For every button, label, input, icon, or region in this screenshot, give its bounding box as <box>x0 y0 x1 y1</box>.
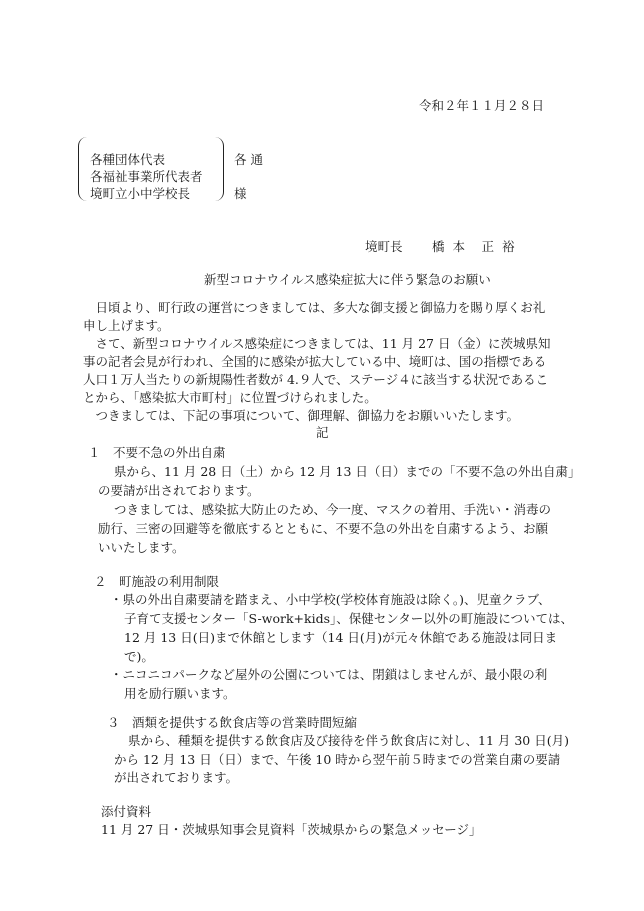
recipient-honorific: 様 <box>234 186 247 201</box>
body-line: 日頃より、町行政の運営につきましては、多大な御支援と御協力を賜り厚くお礼 <box>83 300 546 315</box>
body-line: さて、新型コロナウイルス感染症につきましては、11 月 27 日（金）に茨城県知 <box>83 336 551 351</box>
document-title: 新型コロナウイルス感染症拡大に伴う緊急のお願い <box>204 272 491 287</box>
attachment-item: 11 月 27 日・茨城県知事会見資料「茨城県からの緊急メッセージ」 <box>101 822 482 837</box>
recipient-line: 各種団体代表 <box>90 152 166 167</box>
section-line: 用を励行願います。 <box>124 686 236 701</box>
section-line: の要請が出されております。 <box>98 483 260 498</box>
body-line: とから、「感染拡大市町村」に位置づけられました。 <box>83 390 377 405</box>
section-line: が出されております。 <box>114 770 239 785</box>
section-heading: ３ 酒類を提供する飲食店等の営業時間短縮 <box>107 715 358 730</box>
ki-marker: 記 <box>316 425 329 440</box>
section-line: から 12 月 13 日（日）まで、午後 10 時から翌午前５時までの営業自粛の要請 <box>114 752 561 767</box>
body-line: 事の記者会見が行われ、全国的に感染が拡大している中、境町は、国の指標である <box>83 354 547 369</box>
section-line: ・県の外出自粛要請を踏まえ、小中学校(学校体育施設は除く。)、児童クラブ、 <box>110 592 551 607</box>
section-line: で)。 <box>124 649 154 664</box>
recipient-honorific: 各通 <box>234 152 268 167</box>
document-date: 令和２年１１月２８日 <box>419 98 545 113</box>
section-line: 県から、11 月 28 日（土）から 12 月 13 日（日）までの「不要不急の外出自粛」 <box>114 464 581 479</box>
section-line: 励行、三密の回避等を徹底するとともに、不要不急の外出を自粛するよう、お願 <box>98 521 549 536</box>
recipient-line: 境町立小中学校長 <box>90 186 191 201</box>
section-line: いいたします。 <box>98 540 185 555</box>
section-line: つきましては、感染拡大防止のため、今一度、マスクの着用、手洗い・消毒の <box>114 502 552 517</box>
section-line: 子育て支援センター「S-work+kids」、保健センター以外の町施設については、 <box>124 611 573 626</box>
section-heading: １ 不要不急の外出自粛 <box>88 445 226 460</box>
body-line: 人口１万人当たりの新規陽性者数が 4.９人で、ステージ４に該当する状況であるこ <box>83 372 549 387</box>
recipient-line: 各福祉事業所代表者 <box>90 169 203 184</box>
section-line: 県から、種類を提供する飲食店及び接待を伴う飲食店に対し、11 月 30 日(月) <box>128 733 569 748</box>
body-line: 申し上げます。 <box>83 318 170 333</box>
attachment-label: 添付資料 <box>101 804 152 819</box>
sender-name: 橋 本 正 裕 <box>432 239 517 254</box>
sender-title: 境町長 <box>365 239 403 254</box>
body-line: つきましては、下記の事項について、御理解、御協力をお願いいたします。 <box>83 408 520 423</box>
section-line: ・ニコニコパークなど屋外の公園については、閉鎖はしませんが、最小限の利 <box>110 667 548 682</box>
section-line: 12 月 13 日(日)まで休館とします（14 日(月)が元々休館である施設は同日ま <box>124 630 558 645</box>
section-heading: ２ 町施設の利用制限 <box>94 574 220 589</box>
